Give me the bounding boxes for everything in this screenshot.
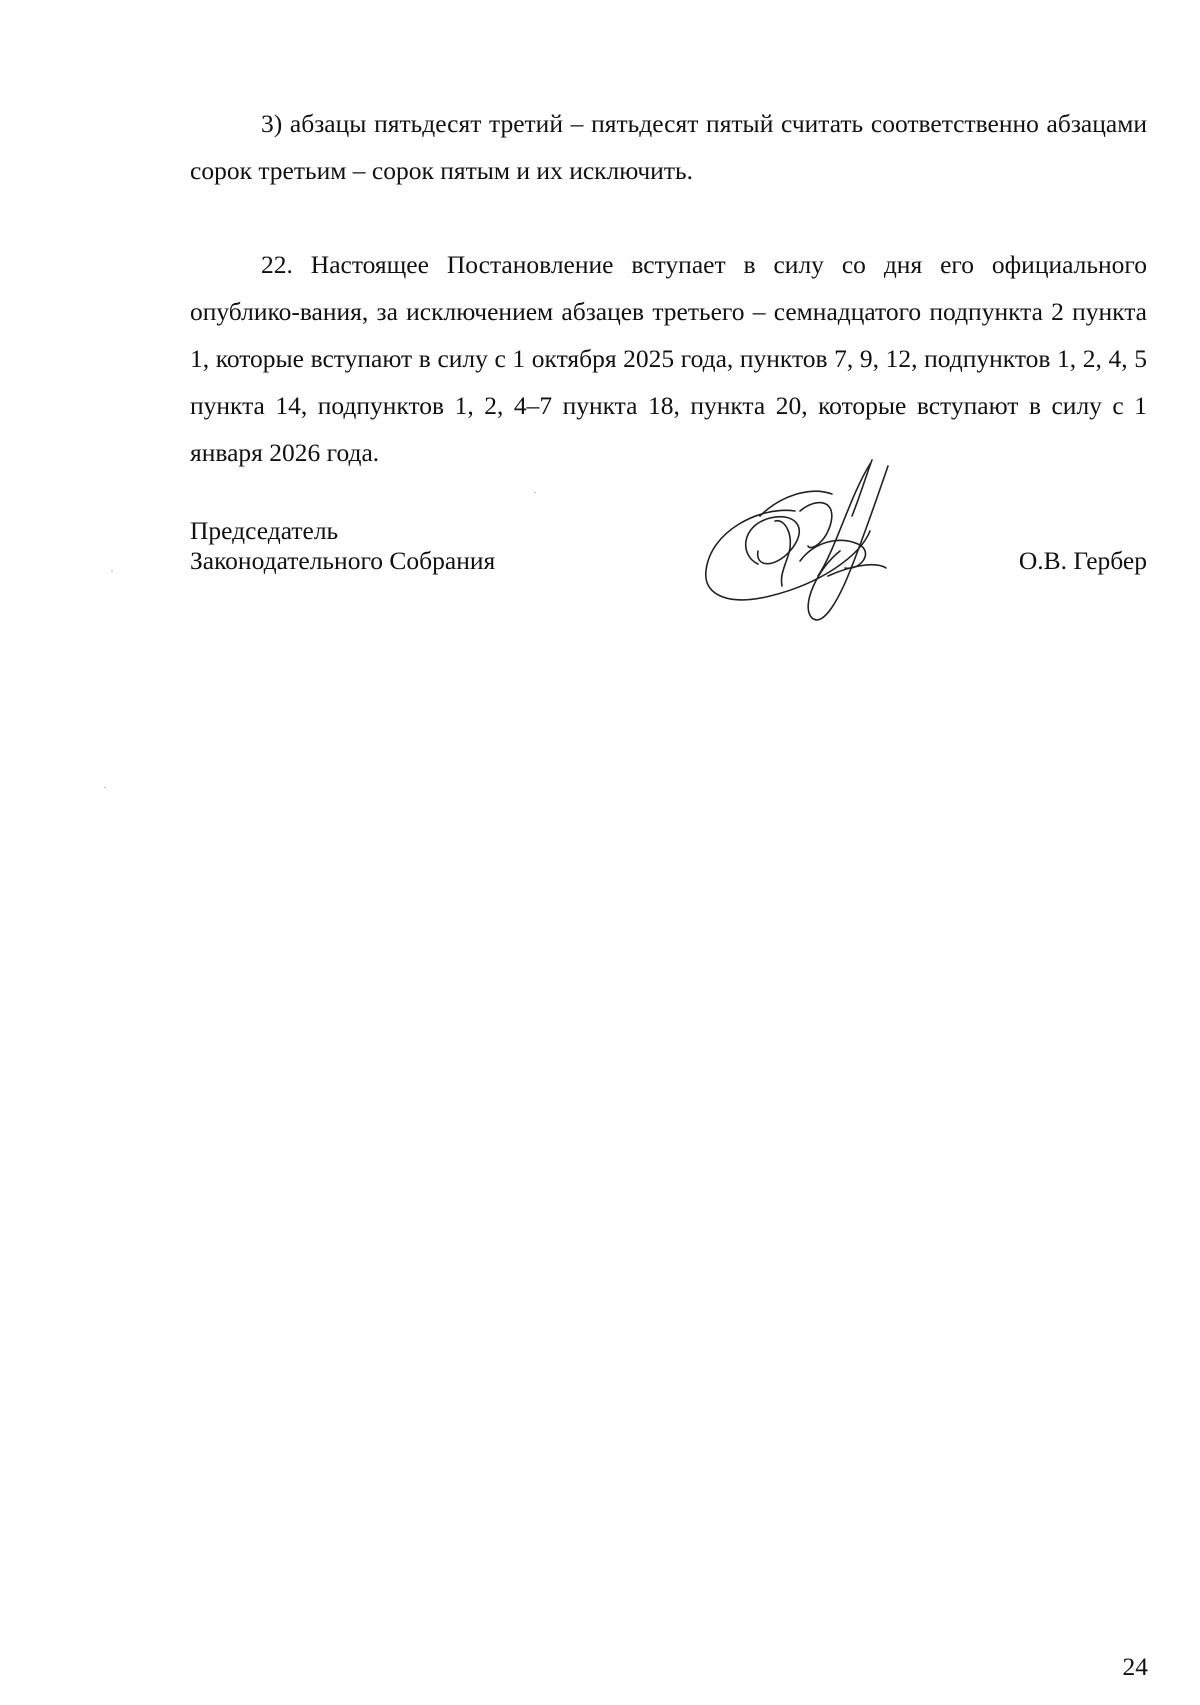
scan-speck (534, 492, 536, 493)
scan-speck (111, 571, 113, 572)
handwritten-signature (700, 456, 930, 636)
position-line-1: Председатель (190, 516, 339, 545)
signer-name: О.В. Гербер (1018, 546, 1147, 575)
page-number: 24 (1122, 1652, 1148, 1681)
paragraph-3: 3) абзацы пятьдесят третий – пятьдесят пятый считать соответственно абзацами сорок третьим – сорок пятым и их исключить. (190, 109, 1147, 185)
paragraph-22: 22. Настоящее Постановление вступает в силу со дня его официального опублико-вания, за исключением абзацев третьего – семнадцатого подпункта 2 пункта 1, которые вступают в силу с 1 октября 2025 года, пунктов 7, 9, 12, подпунктов 1, 2, 4, 5 пункта 14, подпунктов 1, 2, 4–7 пункта 18, пункта 20, которые вступают в силу с 1 января 2026 года. (190, 250, 1147, 467)
position-line-2: Законодательного Собрания (190, 546, 496, 575)
scan-speck (104, 787, 106, 788)
signer-position (190, 516, 495, 576)
